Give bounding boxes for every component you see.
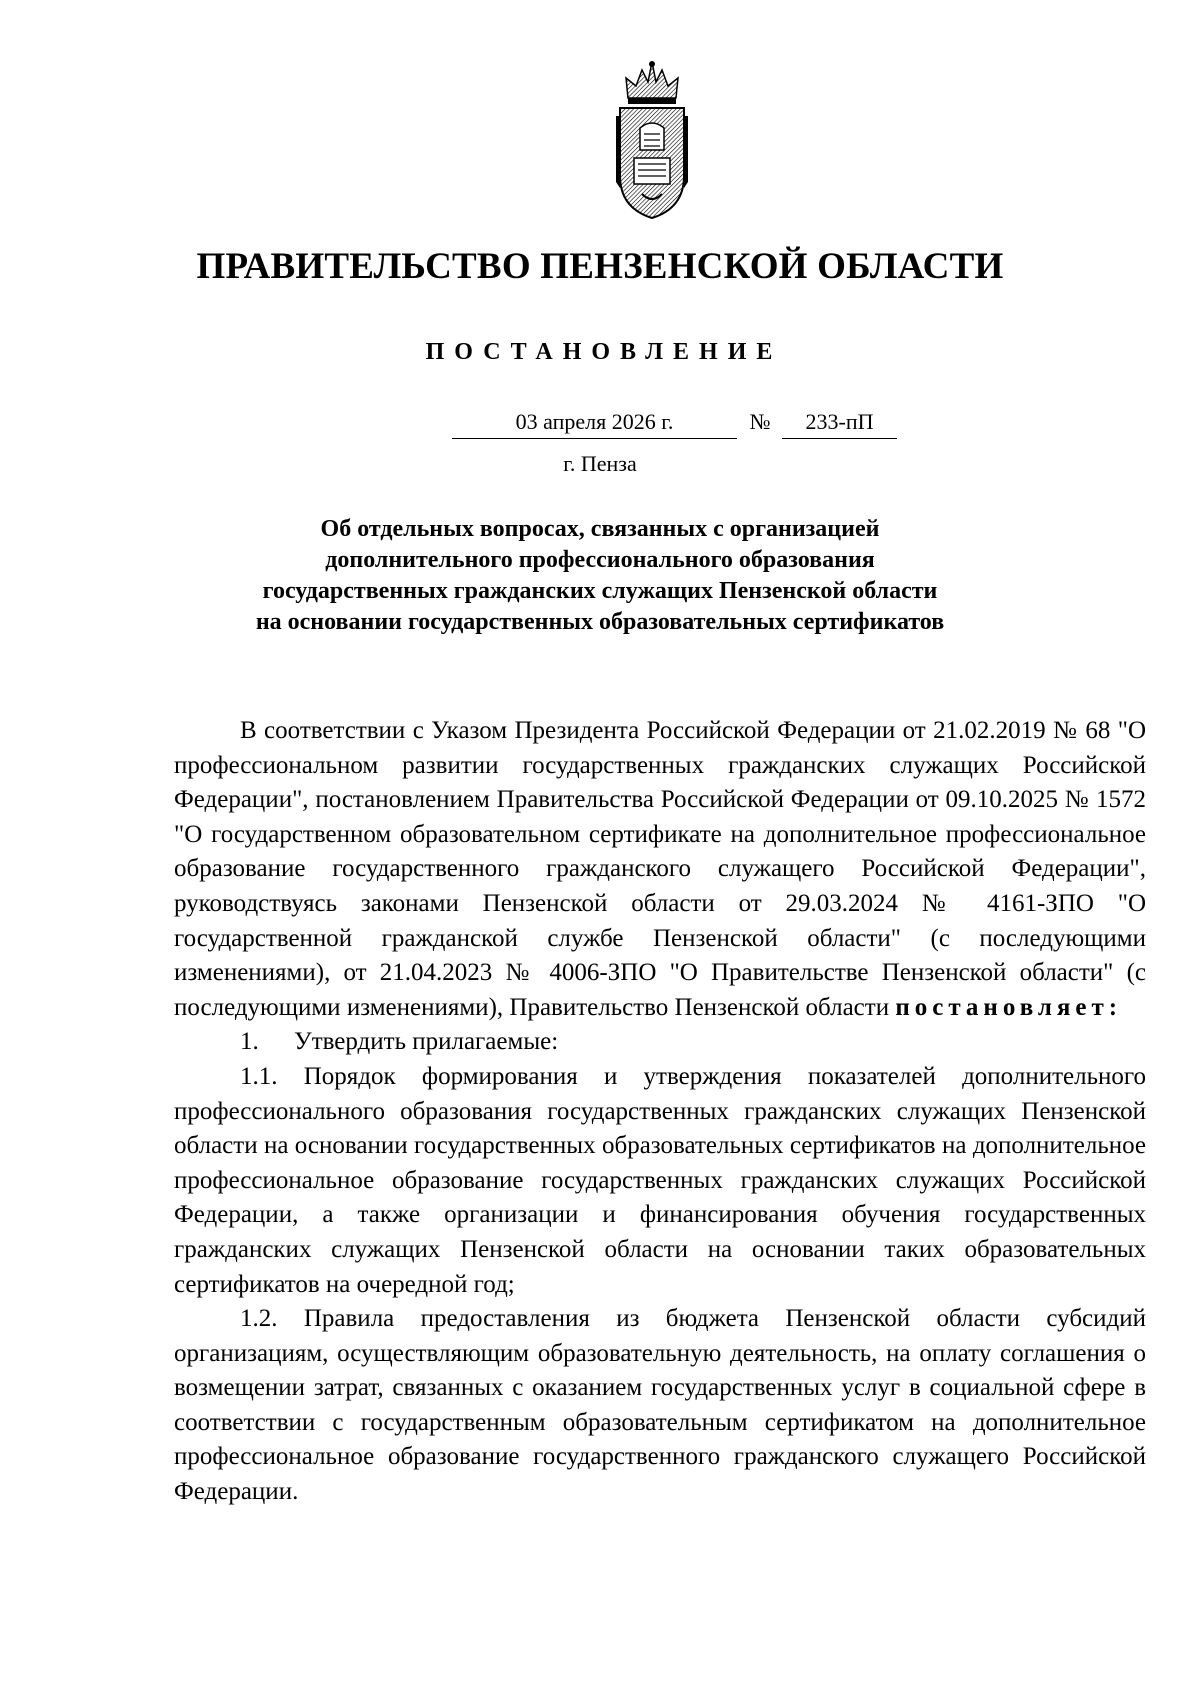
resolves-keyword: постановляет: [895, 993, 1123, 1021]
document-date: 03 апреля 2026 г. [452, 408, 737, 439]
number-sign: № [749, 409, 771, 434]
document-number: 233-пП [782, 408, 897, 439]
item-1-2-paragraph: 1.2. Правила предоставления из бюджета Пензенской области субсидий организациям, осуществляющим образовательную деятельность, на оплату соглашения о возмещении затрат, связанных с оказанием государственных услуг в социальной сфере в соответствии с государственным образовательным сертификатом на дополнительное профессиональное образование государственного гражданского служащего Российской Федерации. [174, 1305, 1146, 1506]
item-1-text: Утвердить прилагаемые: [294, 1028, 559, 1056]
subject-line: на основании государственных образовательных сертификатов [255, 609, 945, 635]
item-1-number: 1. [240, 1028, 259, 1056]
document-type: ПОСТАНОВЛЕНИЕ [425, 339, 783, 365]
document-body [174, 714, 1146, 1510]
subject-line: государственных гражданских служащих Пензенской области [262, 578, 938, 604]
subject-line: Об отдельных вопросах, связанных с организацией [320, 516, 880, 542]
preamble-paragraph [174, 714, 1146, 1025]
document-city: г. Пенза [563, 451, 637, 476]
coat-of-arms-emblem [612, 58, 692, 220]
preamble-text: В соответствии с Указом Президента Российской Федерации от 21.02.2019 № 68 "О профессиональном развитии государственных гражданских служащих Российской Федерации", постановлением Правительства Российской Федерации от 09.10.2025 № 1572 "О государственном образовательном сертификате на дополнительное профессиональное образование государственного гражданского служащего Российской Федерации", руководствуясь законами Пензенской области от 29.03.2024 № 4161-ЗПО "О государственной гражданской службе Пензенской области" (с последующими изменениями), от 21.04.2023 № 4006-ЗПО "О Правительстве Пензенской области" (с последующими изменениями), Правительство Пензенской области [174, 717, 1146, 1021]
date-number-line [0, 408, 1200, 442]
document-subject [150, 514, 1050, 638]
item-1-paragraph [174, 1025, 1146, 1060]
subject-line: дополнительного профессионального образования [325, 547, 875, 573]
item-1-1-paragraph: 1.1. Порядок формирования и утверждения показателей дополнительного профессионального образования государственных гражданских служащих Пензенской области на основании государственных образовательных сертификатов на дополнительное профессиональное образование государственных гражданских служащих Российской Федерации, а также организации и финансирования обучения государственных гражданских служащих Пензенской области на основании таких образовательных сертификатов на очередной год; [174, 1062, 1146, 1298]
organization-title: ПРАВИТЕЛЬСТВО ПЕНЗЕНСКОЙ ОБЛАСТИ [196, 246, 1004, 287]
